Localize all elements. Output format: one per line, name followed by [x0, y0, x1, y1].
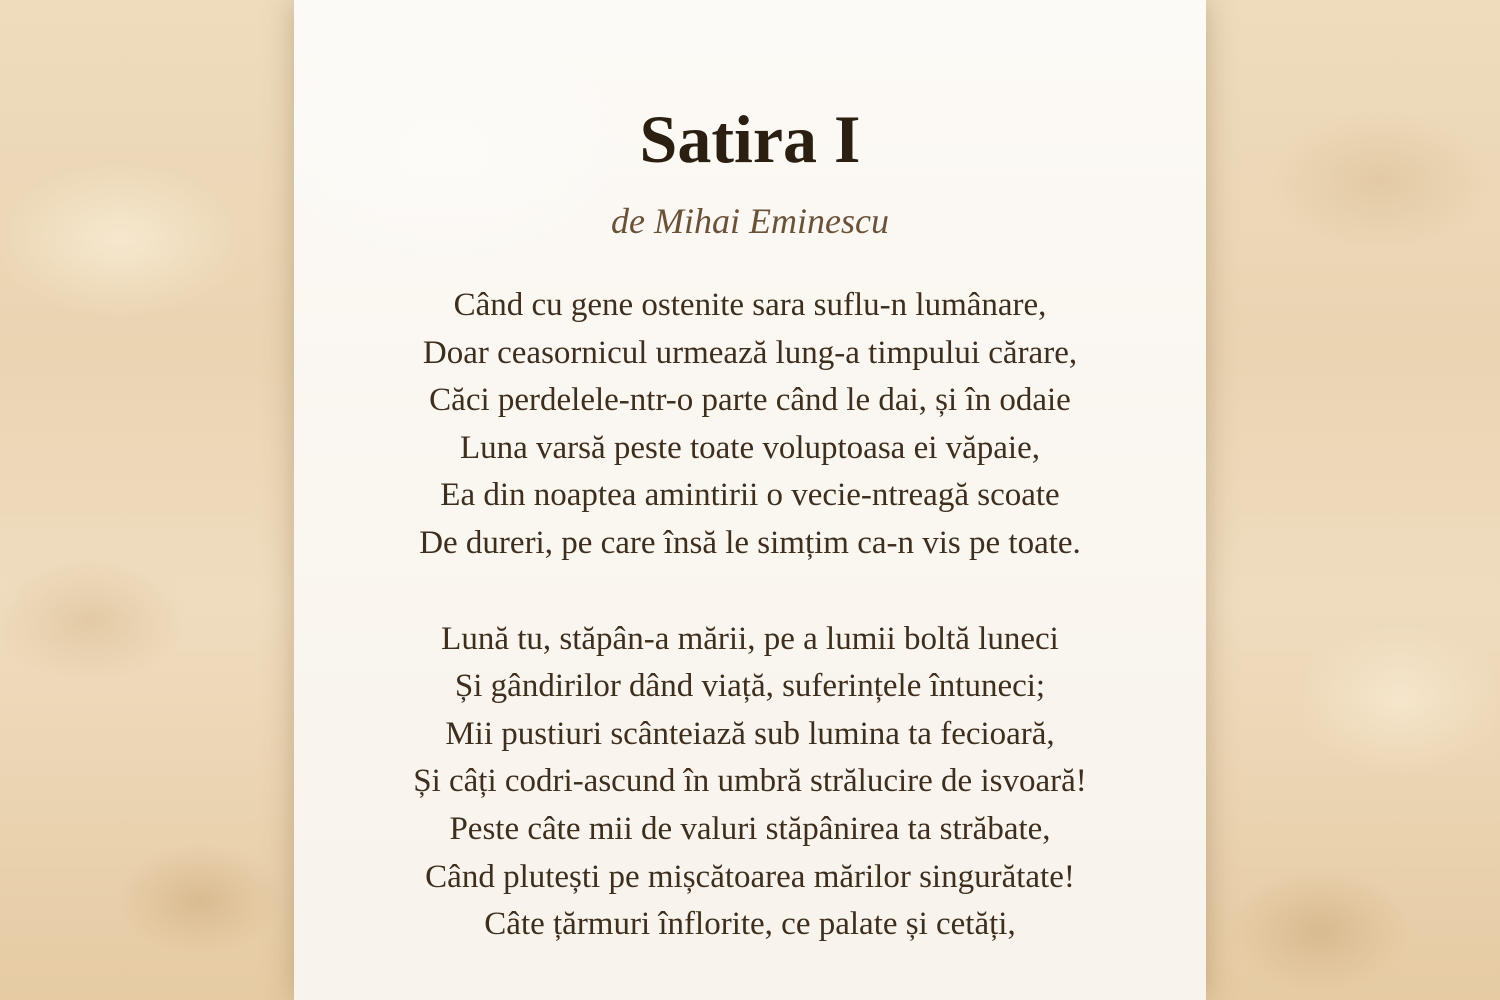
poem-author-byline: de Mihai Eminescu: [611, 201, 889, 241]
poem-line: Căci perdelele-ntr-o parte când le dai, și în odaie: [429, 382, 1071, 419]
poem-title: Satira I: [639, 101, 861, 177]
poem-line: Când plutești pe mișcătoarea mărilor singurătate!: [425, 858, 1075, 895]
poem-line: Lună tu, stăpân-a mării, pe a lumii boltă luneci: [441, 620, 1059, 657]
stanza-2: [294, 616, 1206, 949]
poem-line: Doar ceasornicul urmează lung-a timpului cărare,: [422, 334, 1078, 371]
poem-page: [294, 0, 1206, 1000]
poem-line: Ea din noaptea amintirii o vecie-ntreagă scoate: [440, 477, 1060, 514]
poem-line: Peste câte mii de valuri stăpânirea ta străbate,: [449, 810, 1051, 847]
poem-line: Când cu gene ostenite sara suflu-n lumânare,: [453, 287, 1047, 323]
poem-body: [294, 282, 1206, 949]
stanza-1: [294, 282, 1206, 568]
poem-line: Și câți codri-ascund în umbră strălucire de isvoară!: [413, 763, 1087, 800]
poem-line: Câte țărmuri înflorite, ce palate și cetăți,: [484, 906, 1016, 943]
poem-line: Mii pustiuri scânteiază sub lumina ta fecioară,: [445, 715, 1055, 752]
poem-line: Și gândirilor dând viață, suferințele întuneci;: [454, 668, 1046, 705]
poem-line: De dureri, pe care însă le simțim ca-n vis pe toate.: [419, 524, 1081, 561]
poem-line: Luna varsă peste toate voluptoasa ei văpaie,: [459, 429, 1040, 466]
